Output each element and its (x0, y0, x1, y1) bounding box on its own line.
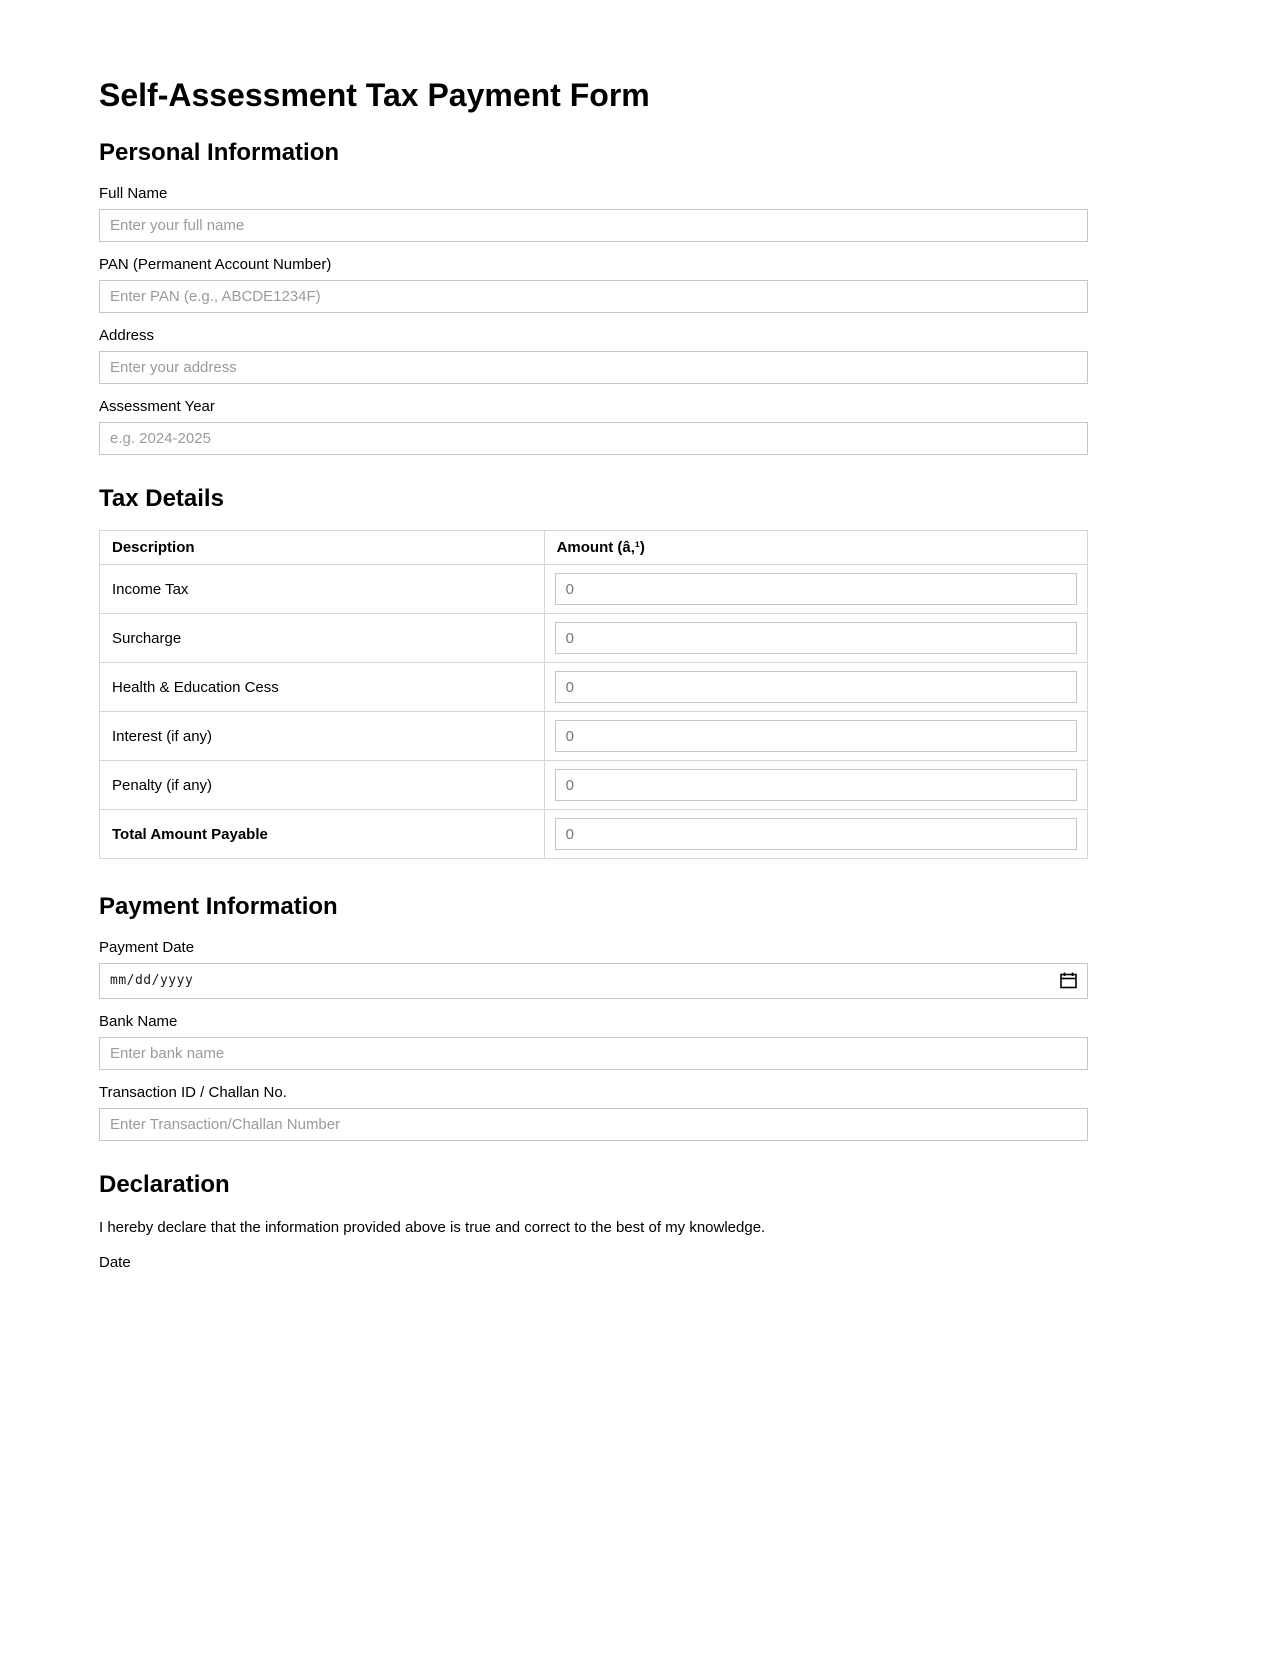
cess-amount-cell (544, 663, 1087, 712)
table-row-income-tax (100, 565, 1088, 614)
field-address (99, 327, 1088, 384)
tax-details-table (99, 530, 1088, 859)
field-bank-name (99, 1013, 1088, 1070)
total-amount-payable-label: Total Amount Payable (100, 810, 545, 859)
income-tax-amount-input[interactable] (555, 573, 1077, 605)
cess-amount-input[interactable] (555, 671, 1077, 703)
cess-label: Health & Education Cess (100, 663, 545, 712)
amount-column-header: Amount (â‚¹) (544, 531, 1087, 565)
full-name-label: Full Name (99, 184, 168, 202)
section-declaration (99, 1171, 1088, 1271)
calendar-icon[interactable] (1060, 972, 1077, 989)
income-tax-amount-cell (544, 565, 1087, 614)
surcharge-amount-input[interactable] (555, 622, 1077, 654)
payment-information-heading: Payment Information (99, 893, 338, 921)
personal-information-heading: Personal Information (99, 139, 340, 167)
field-pan (99, 256, 1088, 313)
tax-table-header-row (100, 531, 1088, 565)
payment-date-value: mm/dd/yyyy (110, 973, 194, 989)
table-row-total (100, 810, 1088, 859)
table-row-penalty (100, 761, 1088, 810)
transaction-id-label: Transaction ID / Challan No. (99, 1083, 287, 1101)
page-title: Self-Assessment Tax Payment Form (99, 77, 650, 113)
section-tax-details (99, 485, 1088, 860)
penalty-amount-input[interactable] (555, 769, 1077, 801)
bank-name-input[interactable] (99, 1037, 1088, 1070)
interest-label: Interest (if any) (100, 712, 545, 761)
payment-date-input[interactable] (99, 963, 1088, 999)
full-name-input[interactable] (99, 209, 1088, 242)
interest-amount-cell (544, 712, 1087, 761)
pan-input[interactable] (99, 280, 1088, 313)
declaration-date-label: Date (99, 1253, 131, 1271)
penalty-label: Penalty (if any) (100, 761, 545, 810)
tax-table-body (100, 565, 1088, 859)
surcharge-label: Surcharge (100, 614, 545, 663)
table-row-interest (100, 712, 1088, 761)
field-full-name (99, 185, 1088, 242)
total-amount-input[interactable] (555, 818, 1077, 850)
total-amount-cell (544, 810, 1087, 859)
pan-label: PAN (Permanent Account Number) (99, 255, 332, 273)
surcharge-amount-cell (544, 614, 1087, 663)
assessment-year-input[interactable] (99, 422, 1088, 455)
income-tax-label: Income Tax (100, 565, 545, 614)
address-input[interactable] (99, 351, 1088, 384)
payment-date-label: Payment Date (99, 938, 195, 956)
interest-amount-input[interactable] (555, 720, 1077, 752)
tax-table-head (100, 531, 1088, 565)
description-column-header: Description (100, 531, 545, 565)
field-assessment-year (99, 398, 1088, 455)
form-container (99, 0, 1088, 1271)
declaration-heading: Declaration (99, 1170, 230, 1198)
bank-name-label: Bank Name (99, 1012, 178, 1030)
table-row-surcharge (100, 614, 1088, 663)
field-transaction-id (99, 1084, 1088, 1141)
table-row-cess (100, 663, 1088, 712)
tax-details-heading: Tax Details (99, 484, 224, 512)
declaration-text: I hereby declare that the information provided above is true and correct to the best of my knowledge. (99, 1218, 766, 1236)
field-payment-date (99, 939, 1088, 999)
section-payment-information (99, 893, 1088, 1141)
penalty-amount-cell (544, 761, 1087, 810)
address-label: Address (99, 326, 155, 344)
transaction-id-input[interactable] (99, 1108, 1088, 1141)
section-personal-information (99, 139, 1088, 455)
assessment-year-label: Assessment Year (99, 397, 215, 415)
